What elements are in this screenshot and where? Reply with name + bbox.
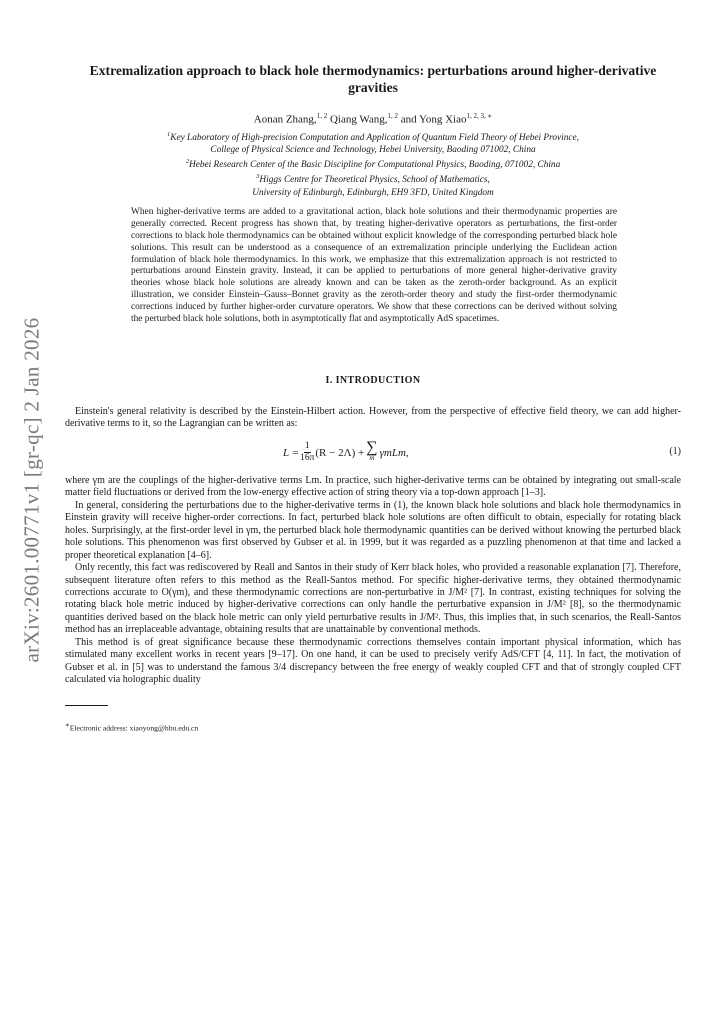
footnote: ∗Electronic address: xiaoyong@hbu.edu.cn	[65, 720, 199, 733]
author-affil-mark: 1, 2	[316, 112, 328, 120]
equation-fraction: $\frac{1}{16\pi}$	[300, 441, 315, 464]
affiliation-line: $^1$Key Laboratory of High-precision Computation and Application of Quantum Field Theory of Hebei Province,	[167, 130, 579, 143]
equation-lhs: L =	[283, 446, 300, 459]
author-affil-mark: 1, 2	[387, 112, 399, 120]
section-heading: I. INTRODUCTION	[325, 375, 421, 387]
affiliation-line: University of Edinburgh, Edinburgh, EH9 3FD, United Kingdom	[252, 187, 494, 198]
affiliation-line: College of Physical Science and Technology, Hebei University, Baoding 071002, China	[210, 144, 536, 155]
paragraph: Only recently, this fact was rediscovered by Reall and Santos in their study of Kerr black holes, who provided a reasonable explanation [7]. Therefore, subsequent literature often refers to this method as the Reall-Santos method. For specific higher-derivative terms, they obtained thermodynamic corrections accurate to O(γm), and these thermodynamic corrections are non-perturbative in J/M² [7]. In contrast, existing techniques for solving the rotating black hole metric induced by higher-derivative corrections can only handle the perturbative expansion in J/M² [8], so the thermodynamic quantities derived based on the black hole metric can only yield perturbative results in J/M². Thus, this implies that, in such scenarios, the Reall-Santos method has an irreplaceable advantage, obtaining results that are unattainable by conventional methods.	[65, 562, 681, 636]
author-name: Qiang Wang,	[329, 113, 388, 126]
author-conjunction: and	[400, 113, 417, 126]
paragraph: where γm are the couplings of the higher-derivative terms Lm. In practice, such higher-derivative terms can be obtained by integrating out small-scale matter field fluctuations or derived from the low-energy effective action of string theory via a top-down approach [1–3].	[65, 474, 681, 499]
abstract: When higher-derivative terms are added to a gravitational action, black hole solutions and their thermodynamic properties are generally corrected. Recent progress has shown that, by treating higher-derivative operators as perturbations, the first-order corrections to black hole thermodynamics can be obtained without explicit knowledge of the corresponding perturbed black hole solutions. This result can be understood as a consequence of an extremalization principle underlying the Euclidean action formulation of black hole thermodynamics. In this work, we emphasize that this extremalization approach is not restricted to perturbations around Einstein gravity. Instead, it can be applied to perturbations of more general higher-derivative gravity theories whose black hole solutions are already known and can be taken as the zeroth-order background. As an explicit illustration, we consider Einstein–Gauss–Bonnet gravity as the zeroth-order theory and study the first-order thermodynamic corrections induced by further higher-order curvature operators. We show that these corrections can be derived without solving the perturbed black hole solutions, both in asymptotically flat and asymptotically AdS spacetimes.	[131, 206, 617, 325]
paragraph: Einstein's general relativity is described by the Einstein-Hilbert action. However, from the perspective of effective field theory, we can add higher-derivative terms to it, so the Lagrangian can be written as:	[65, 406, 681, 430]
author-list	[65, 112, 681, 126]
arxiv-identifier: arXiv:2601.00771v1 [gr-qc] 2 Jan 2026	[19, 317, 44, 663]
affiliation-line: $^2$Hebei Research Center of the Basic Discipline for Computational Physics, Baoding, 071002, China	[185, 158, 561, 171]
equation-rhs: γmLm,	[379, 446, 409, 459]
affiliation-line: $^3$Higgs Centre for Theoretical Physics, School of Mathematics,	[256, 173, 490, 186]
body-text	[65, 406, 681, 687]
author-affil-mark: 1, 2, 3, ∗	[466, 112, 493, 120]
equation-middle: (R − 2Λ) +	[315, 446, 365, 459]
affiliations	[65, 129, 681, 199]
footnote-divider	[65, 705, 108, 706]
paragraph: This method is of great significance because these thermodynamic corrections themselves contain important physical information, which has stimulated many excellent works in recent years [9–17]. On one hand, it can be used to precisely verify AdS/CFT [4, 11]. In fact, the motivation of Gubser et al. in [5] was to understand the famous 3/4 discrepancy between the free energy of weakly coupled CFT and that of strongly coupled CFT calculated via holographic duality	[65, 636, 681, 686]
footnote-email: Electronic address: xiaoyong@hbu.edu.cn	[69, 723, 199, 733]
equation-number: (1)	[669, 445, 681, 457]
arxiv-sidebar-stamp	[12, 310, 52, 670]
summation-symbol: ∑ m	[366, 438, 378, 462]
paragraph: In general, considering the perturbations due to the higher-derivative terms in (1), the known black hole solutions and black hole thermodynamics in Einstein gravity will receive higher-order corrections. In fact, perturbed black hole solutions are often difficult to obtain, especially for rotating black holes. Surprisingly, at the first-order level in γm, the perturbed black hole thermodynamic quantities can be derived without knowing the perturbed black hole solutions. This phenomenon was first observed by Gubser et al. in 1999, but it was regarded as a puzzling phenomenon at that time and lacked a proper theoretical explanation [4–6].	[65, 499, 681, 561]
equation-1	[65, 436, 681, 472]
author-name: Yong Xiao	[419, 113, 467, 126]
paper-page	[65, 62, 681, 732]
paper-title: Extremalization approach to black hole thermodynamics: perturbations around higher-derivative gravities	[89, 63, 657, 95]
author-name: Aonan Zhang,	[253, 113, 317, 126]
